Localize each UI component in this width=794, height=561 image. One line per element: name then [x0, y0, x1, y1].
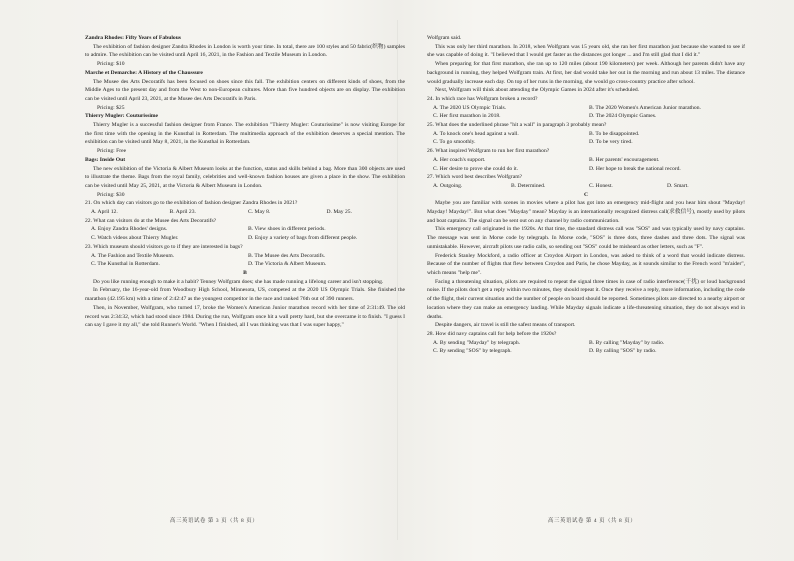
exhibit-4-title: Bags: Inside Out	[85, 156, 126, 163]
question-27: 27. Which word best describes Wolfgram?	[427, 174, 523, 181]
option: B. View shoes in different periods.	[248, 226, 326, 233]
passage-b-para-1: Do you like running enough to make it a habit? Tenney Wolfgram does; she has made running a lifelong career and isn't stopping.	[93, 278, 384, 285]
passage-b-para-2: In February, the 16-year-old from Woodbury High School, Minnesota, US, competed at the 2020 US Olympic Trials. She finished the marathon (42.195 km) with a time of 2:42:47 as the youngest competitor in the race and ranked 76th out of 390 runners.	[85, 287, 405, 303]
question-22: 22. What can visitors do at the Musee des Arts Decoratifs?	[85, 217, 217, 224]
left-page	[85, 34, 405, 330]
question-27-options	[427, 182, 745, 191]
option: A. The 2020 US Olympic Trials.	[433, 104, 507, 111]
question-28-options-row1	[427, 339, 745, 348]
question-28-options-row2	[427, 347, 745, 356]
option: D. The Victoria & Albert Museum.	[248, 261, 327, 268]
exhibit-2-title: Marche et Demarche: A History of the Chaussure	[85, 69, 203, 76]
question-25: 25. What does the underlined phrase "hit a wall" in paragraph 3 probably mean?	[427, 122, 607, 129]
question-23-options-row1	[85, 252, 405, 261]
option: A. Outgoing.	[433, 182, 463, 189]
option: D. Smart.	[667, 182, 689, 189]
option: C. By sending "SOS" by telegraph.	[433, 348, 512, 355]
option: C. Her first marathon in 2018.	[433, 113, 501, 120]
question-25-options-row1	[427, 130, 745, 139]
question-25-options-row2	[427, 138, 745, 147]
option: C. Watch videos about Thierry Mugler.	[91, 235, 179, 242]
passage-c-para-3: Frederick Stanley Mockford, a radio officer at Croydon Airport in London, was asked to think of a word that would indicate distress. Because of the number of flights that flew between Croydon and Paris, he chose Mayday, as it sounds similar to the French word "m'aider", which means "help me".	[427, 252, 745, 276]
option: A. To knock one's head against a wall.	[433, 130, 519, 137]
passage-c-para-5: Despite dangers, air travel is still the safest means of transport.	[435, 322, 576, 329]
option: B. By calling "Mayday" by radio.	[589, 339, 665, 346]
option: C. To go smoothly.	[433, 139, 476, 146]
exhibit-3-title: Thierry Mugler: Couturissime	[85, 113, 159, 120]
option: C. The Kunsthal in Rotterdam.	[91, 261, 160, 268]
option: B. The 2020 Women's American Junior marathon.	[589, 104, 701, 111]
question-21: 21. On which day can visitors go to the exhibition of fashion designer Zandra Rhodes in 2021?	[85, 200, 298, 207]
passage-c-para-1: Maybe you are familiar with scenes in movies where a pilot has got into an emergency mid-flight and you hear him shout "Mayday! Mayday! Mayday!". But what does "Mayday" mean? Mayday is an internationally recognized distress call(求救信号), mostly used by pilots and boat captains. The signal can be sent out on any channel by radio communication.	[427, 200, 745, 224]
question-26-options-row1	[427, 156, 745, 165]
passage-b-para-6: Next, Wolfgram will think about attending the Olympic Games in 2024 after it's scheduled.	[435, 87, 640, 94]
question-23: 23. Which museum should visitors go to if they are interested in bags?	[85, 243, 243, 250]
option: D. By calling "SOS" by radio.	[589, 348, 657, 355]
option: A. Enjoy Zandra Rhodes' designs.	[91, 226, 168, 233]
question-24-options-row1	[427, 104, 745, 113]
option: B. The Musee des Arts Decoratifs.	[248, 252, 326, 259]
exhibit-3-price: Pricing: Free	[97, 148, 127, 155]
option: B. April 23.	[169, 209, 196, 216]
question-26-options-row2	[427, 165, 745, 174]
right-page	[427, 34, 745, 356]
option: C. Her desire to prove she could do it.	[433, 165, 519, 172]
passage-b-para-3: Then, in November, Wolfgram, who turned 17, broke the Women's American Junior marathon record with her time of 2:31:49. The old record was 2:34:32, which had stood since 1984. During the run, Wolfgram once hit a wall pretty hard, but she overcame it to finish. "I guess I can say I gave it my all," she told Runner's World. "When I finished, all I was thinking was that I was super happy,"	[85, 304, 405, 329]
question-26: 26. What inspired Wolfgram to run her first marathon?	[427, 148, 550, 155]
option: B. Determined.	[511, 182, 546, 189]
exhibit-4-text: The new exhibition of the Victoria & Albert Museum looks at the function, status and skills behind a bag. More than 300 objects are used to illustrate the theme. Bags from the royal family, celebrities and well-known fashion houses are given a place in the show. The exhibition can be visited until May 25, 2021, at the Victoria & Albert Museum in London.	[85, 165, 405, 189]
question-22-options-row2	[85, 234, 405, 243]
passage-b-para-5: When preparing for that first marathon, she ran up to 120 miles (about 190 kilometers) per week. Although her parents didn't have any background in running, they helped Wolfgram train. At first, her dad would take her out in the morning and run about 13 miles. The distance would gradually increase each day. On top of her runs in the morning, she would go cross-country practice after school.	[427, 61, 745, 85]
passage-b-para-3-end: Wolfgram said.	[427, 35, 462, 41]
option: C. Honest.	[589, 182, 613, 189]
question-22-options-row1	[85, 225, 405, 234]
option: A. April 12.	[91, 209, 118, 216]
section-c-label: C	[583, 191, 589, 198]
option: A. By sending "Mayday" by telegraph.	[433, 339, 521, 346]
passage-c-para-2: This emergency call originated in the 1920s. At that time, the standard distress call was "SOS" and was typically used by navy captains. The message was sent in Morse code by telegraph. In Morse code, "SOS" is three dots, three dashes and three dots. The signal was unmistakable. However, aircraft pilots use radio calls, so sending out "SOS" could be misheard as other letters, such as "F".	[427, 226, 745, 250]
exhibit-1-title: Zandra Rhodes: Fifty Years of Fabulous	[85, 35, 181, 41]
exhibit-1-text: The exhibition of fashion designer Zandra Rhodes in London is worth your time. In total, there are 100 styles and 50 fabric(织物) samples to admire. The exhibition can be visited until April 16, 2021, in the Fashion and Textile Museum in London.	[85, 43, 405, 59]
option: A. Her coach's support.	[433, 156, 486, 163]
exhibit-1-price: Pricing: $10	[97, 61, 125, 68]
exhibit-3-text: Thierry Mugler is a successful fashion designer from France. The exhibition "Thierry Mugler: Couturissime" is now visiting Europe for the first time with the opening in the Kunsthal in Rotterdam. The multimedia approach of the exhibition deserves a special mention. The exhibition can be visited until May 8, 2021, in the Kunsthal in Rotterdam.	[85, 122, 405, 146]
option: A. The Fashion and Textile Museum.	[91, 252, 175, 259]
right-page-footer: 高三英语试卷 第 4 页（共 8 页）	[548, 518, 637, 524]
option: B. To be disappointed.	[589, 130, 640, 137]
exhibit-2-text: The Musee des Arts Decoratifs has been focused on shoes since this fall. The exhibition centers on different kinds of shoes, from the Middle Ages to the present day and from the West to non-European cultures. More than five hundred objects are on display. The exhibition can be visited until April 23, 2021, at the Musee des Arts Decoratifs in Paris.	[85, 78, 405, 102]
option: D. The 2024 Olympic Games.	[589, 113, 657, 120]
option: D. To be very tired.	[589, 139, 633, 146]
exhibit-2-price: Pricing: $25	[97, 104, 125, 111]
option: B. Her parents' encouragement.	[589, 156, 660, 163]
option: D. May 25.	[326, 209, 352, 216]
section-b-label: B	[243, 269, 247, 276]
option: D. Her hope to break the national record.	[589, 165, 681, 172]
question-21-options	[85, 208, 405, 217]
question-24-options-row2	[427, 112, 745, 121]
question-28: 28. How did navy captains call for help before the 1920s?	[427, 330, 557, 337]
question-23-options-row2	[85, 260, 405, 269]
question-24: 24. In which race has Wolfgram broken a record?	[427, 95, 538, 102]
option: D. Enjoy a variety of bags from different people.	[248, 235, 358, 242]
left-page-footer: 高三英语试卷 第 3 页（共 8 页）	[170, 518, 259, 524]
passage-c-para-4: Facing a threatening situation, pilots are required to repeat the signal three times in case of radio interference(干扰) or loud background noise. If the pilots don't get a reply within two minutes, they should repeat it. Once they receive a reply, more information, including the code of the flight, their current situation and the number of people on board should be reported. Sometimes pilots are directed to a nearby airport or location where they can make an emergency landing. While Mayday signals indicate a life-threatening situation, they do not always end in deaths.	[427, 278, 745, 320]
option: C. May 8.	[248, 209, 271, 216]
passage-b-para-4: This was only her third marathon. In 2018, when Wolfgram was 15 years old, she ran her first marathon just because she wanted to see if she was capable of doing it. "I believed that I would get faster as the distances got longer ... and I'm still glad that I did it."	[427, 43, 745, 59]
exhibit-4-price: Pricing: $30	[97, 191, 125, 198]
